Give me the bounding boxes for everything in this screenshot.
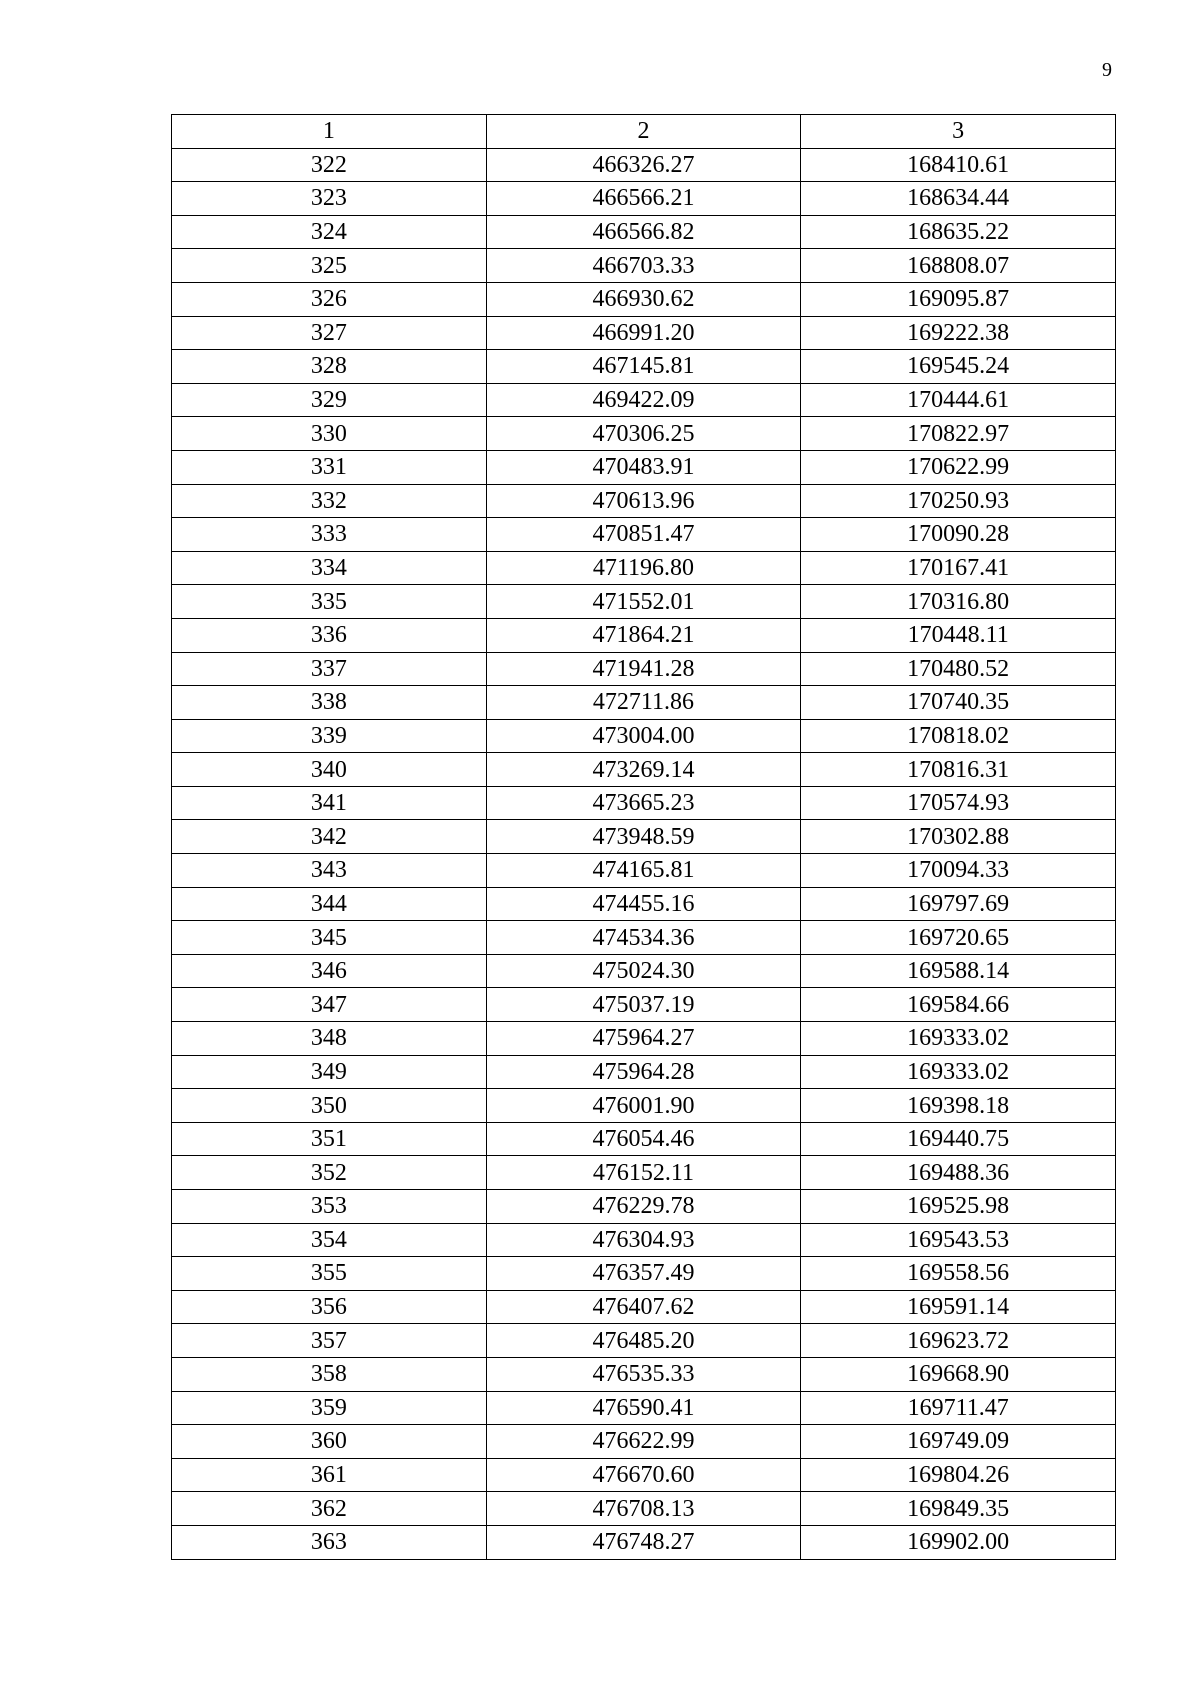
x-coordinate-cell: 471552.01 <box>486 585 801 619</box>
point-number-cell: 359 <box>172 1391 487 1425</box>
y-coordinate-cell: 170816.31 <box>801 753 1116 787</box>
table-row <box>172 887 1116 921</box>
y-coordinate-cell: 170316.80 <box>801 585 1116 619</box>
y-coordinate-cell: 168410.61 <box>801 148 1116 182</box>
point-number-cell: 329 <box>172 383 487 417</box>
table-row <box>172 1458 1116 1492</box>
table-row <box>172 316 1116 350</box>
x-coordinate-cell: 471864.21 <box>486 618 801 652</box>
y-coordinate-cell: 169558.56 <box>801 1257 1116 1291</box>
table-row <box>172 148 1116 182</box>
y-coordinate-cell: 169095.87 <box>801 282 1116 316</box>
table-row <box>172 350 1116 384</box>
y-coordinate-cell: 168808.07 <box>801 249 1116 283</box>
y-coordinate-cell: 168634.44 <box>801 182 1116 216</box>
x-coordinate-cell: 475964.28 <box>486 1055 801 1089</box>
y-coordinate-cell: 169584.66 <box>801 988 1116 1022</box>
y-coordinate-cell: 169525.98 <box>801 1190 1116 1224</box>
point-number-cell: 362 <box>172 1492 487 1526</box>
point-number-cell: 337 <box>172 652 487 686</box>
x-coordinate-cell: 476304.93 <box>486 1223 801 1257</box>
point-number-cell: 360 <box>172 1425 487 1459</box>
x-coordinate-cell: 470851.47 <box>486 518 801 552</box>
table-row <box>172 719 1116 753</box>
x-coordinate-cell: 476152.11 <box>486 1156 801 1190</box>
x-coordinate-cell: 466991.20 <box>486 316 801 350</box>
table-row <box>172 1156 1116 1190</box>
table-row <box>172 753 1116 787</box>
y-coordinate-cell: 169711.47 <box>801 1391 1116 1425</box>
point-number-cell: 344 <box>172 887 487 921</box>
column-header: 3 <box>801 115 1116 149</box>
y-coordinate-cell: 169543.53 <box>801 1223 1116 1257</box>
y-coordinate-cell: 169623.72 <box>801 1324 1116 1358</box>
table-row <box>172 786 1116 820</box>
x-coordinate-cell: 466703.33 <box>486 249 801 283</box>
point-number-cell: 324 <box>172 215 487 249</box>
x-coordinate-cell: 475024.30 <box>486 954 801 988</box>
point-number-cell: 353 <box>172 1190 487 1224</box>
point-number-cell: 336 <box>172 618 487 652</box>
point-number-cell: 363 <box>172 1525 487 1559</box>
x-coordinate-cell: 476229.78 <box>486 1190 801 1224</box>
table-row <box>172 518 1116 552</box>
x-coordinate-cell: 476357.49 <box>486 1257 801 1291</box>
point-number-cell: 330 <box>172 417 487 451</box>
point-number-cell: 354 <box>172 1223 487 1257</box>
x-coordinate-cell: 470483.91 <box>486 450 801 484</box>
column-header: 1 <box>172 115 487 149</box>
point-number-cell: 351 <box>172 1122 487 1156</box>
x-coordinate-cell: 476485.20 <box>486 1324 801 1358</box>
table-row <box>172 1089 1116 1123</box>
point-number-cell: 348 <box>172 1022 487 1056</box>
y-coordinate-cell: 170094.33 <box>801 854 1116 888</box>
table-row <box>172 249 1116 283</box>
table-row <box>172 854 1116 888</box>
point-number-cell: 331 <box>172 450 487 484</box>
y-coordinate-cell: 168635.22 <box>801 215 1116 249</box>
x-coordinate-cell: 473269.14 <box>486 753 801 787</box>
table-row <box>172 1324 1116 1358</box>
x-coordinate-cell: 466566.82 <box>486 215 801 249</box>
y-coordinate-cell: 169588.14 <box>801 954 1116 988</box>
table-row <box>172 1492 1116 1526</box>
y-coordinate-cell: 169222.38 <box>801 316 1116 350</box>
y-coordinate-cell: 169398.18 <box>801 1089 1116 1123</box>
point-number-cell: 343 <box>172 854 487 888</box>
x-coordinate-cell: 466930.62 <box>486 282 801 316</box>
x-coordinate-cell: 471196.80 <box>486 551 801 585</box>
point-number-cell: 347 <box>172 988 487 1022</box>
table-row <box>172 1357 1116 1391</box>
y-coordinate-cell: 170090.28 <box>801 518 1116 552</box>
y-coordinate-cell: 169333.02 <box>801 1055 1116 1089</box>
table-row <box>172 1022 1116 1056</box>
table-row <box>172 1223 1116 1257</box>
x-coordinate-cell: 473665.23 <box>486 786 801 820</box>
y-coordinate-cell: 170444.61 <box>801 383 1116 417</box>
point-number-cell: 322 <box>172 148 487 182</box>
x-coordinate-cell: 473948.59 <box>486 820 801 854</box>
table-row <box>172 1525 1116 1559</box>
table-header-row <box>172 115 1116 149</box>
table-row <box>172 182 1116 216</box>
table-row <box>172 618 1116 652</box>
point-number-cell: 327 <box>172 316 487 350</box>
x-coordinate-cell: 467145.81 <box>486 350 801 384</box>
x-coordinate-cell: 474455.16 <box>486 887 801 921</box>
point-number-cell: 341 <box>172 786 487 820</box>
y-coordinate-cell: 170167.41 <box>801 551 1116 585</box>
table-row <box>172 1425 1116 1459</box>
page-number: 9 <box>1102 59 1112 81</box>
x-coordinate-cell: 475964.27 <box>486 1022 801 1056</box>
y-coordinate-cell: 170740.35 <box>801 686 1116 720</box>
point-number-cell: 355 <box>172 1257 487 1291</box>
x-coordinate-cell: 476748.27 <box>486 1525 801 1559</box>
y-coordinate-cell: 169333.02 <box>801 1022 1116 1056</box>
table-row <box>172 686 1116 720</box>
x-coordinate-cell: 469422.09 <box>486 383 801 417</box>
point-number-cell: 334 <box>172 551 487 585</box>
table-row <box>172 988 1116 1022</box>
y-coordinate-cell: 170302.88 <box>801 820 1116 854</box>
point-number-cell: 332 <box>172 484 487 518</box>
table-row <box>172 585 1116 619</box>
coordinates-table <box>171 114 1116 1560</box>
y-coordinate-cell: 169849.35 <box>801 1492 1116 1526</box>
y-coordinate-cell: 170574.93 <box>801 786 1116 820</box>
point-number-cell: 342 <box>172 820 487 854</box>
table-row <box>172 450 1116 484</box>
point-number-cell: 346 <box>172 954 487 988</box>
point-number-cell: 361 <box>172 1458 487 1492</box>
table-row <box>172 652 1116 686</box>
table-row <box>172 1391 1116 1425</box>
x-coordinate-cell: 476590.41 <box>486 1391 801 1425</box>
table-row <box>172 282 1116 316</box>
x-coordinate-cell: 476535.33 <box>486 1357 801 1391</box>
y-coordinate-cell: 169545.24 <box>801 350 1116 384</box>
point-number-cell: 333 <box>172 518 487 552</box>
table-row <box>172 820 1116 854</box>
table-row <box>172 954 1116 988</box>
point-number-cell: 340 <box>172 753 487 787</box>
y-coordinate-cell: 169488.36 <box>801 1156 1116 1190</box>
y-coordinate-cell: 170822.97 <box>801 417 1116 451</box>
x-coordinate-cell: 476054.46 <box>486 1122 801 1156</box>
table-row <box>172 1290 1116 1324</box>
y-coordinate-cell: 170818.02 <box>801 719 1116 753</box>
table-row <box>172 1257 1116 1291</box>
x-coordinate-cell: 476670.60 <box>486 1458 801 1492</box>
y-coordinate-cell: 170250.93 <box>801 484 1116 518</box>
x-coordinate-cell: 474534.36 <box>486 921 801 955</box>
x-coordinate-cell: 474165.81 <box>486 854 801 888</box>
table-row <box>172 921 1116 955</box>
x-coordinate-cell: 473004.00 <box>486 719 801 753</box>
table-row <box>172 1055 1116 1089</box>
x-coordinate-cell: 476622.99 <box>486 1425 801 1459</box>
y-coordinate-cell: 170448.11 <box>801 618 1116 652</box>
x-coordinate-cell: 470613.96 <box>486 484 801 518</box>
x-coordinate-cell: 476708.13 <box>486 1492 801 1526</box>
x-coordinate-cell: 475037.19 <box>486 988 801 1022</box>
table-row <box>172 484 1116 518</box>
table-row <box>172 383 1116 417</box>
y-coordinate-cell: 169749.09 <box>801 1425 1116 1459</box>
x-coordinate-cell: 476407.62 <box>486 1290 801 1324</box>
y-coordinate-cell: 169591.14 <box>801 1290 1116 1324</box>
x-coordinate-cell: 476001.90 <box>486 1089 801 1123</box>
point-number-cell: 335 <box>172 585 487 619</box>
table-row <box>172 417 1116 451</box>
point-number-cell: 352 <box>172 1156 487 1190</box>
y-coordinate-cell: 169440.75 <box>801 1122 1116 1156</box>
x-coordinate-cell: 466566.21 <box>486 182 801 216</box>
point-number-cell: 338 <box>172 686 487 720</box>
y-coordinate-cell: 169797.69 <box>801 887 1116 921</box>
y-coordinate-cell: 169902.00 <box>801 1525 1116 1559</box>
table-row <box>172 551 1116 585</box>
point-number-cell: 325 <box>172 249 487 283</box>
column-header: 2 <box>486 115 801 149</box>
x-coordinate-cell: 472711.86 <box>486 686 801 720</box>
point-number-cell: 358 <box>172 1357 487 1391</box>
x-coordinate-cell: 466326.27 <box>486 148 801 182</box>
table-row <box>172 1190 1116 1224</box>
table-row <box>172 1122 1116 1156</box>
point-number-cell: 323 <box>172 182 487 216</box>
point-number-cell: 349 <box>172 1055 487 1089</box>
y-coordinate-cell: 169720.65 <box>801 921 1116 955</box>
x-coordinate-cell: 471941.28 <box>486 652 801 686</box>
coordinates-table-body <box>172 115 1116 1560</box>
y-coordinate-cell: 169668.90 <box>801 1357 1116 1391</box>
y-coordinate-cell: 170480.52 <box>801 652 1116 686</box>
point-number-cell: 357 <box>172 1324 487 1358</box>
y-coordinate-cell: 170622.99 <box>801 450 1116 484</box>
point-number-cell: 326 <box>172 282 487 316</box>
table-row <box>172 215 1116 249</box>
point-number-cell: 339 <box>172 719 487 753</box>
point-number-cell: 345 <box>172 921 487 955</box>
point-number-cell: 328 <box>172 350 487 384</box>
x-coordinate-cell: 470306.25 <box>486 417 801 451</box>
point-number-cell: 350 <box>172 1089 487 1123</box>
point-number-cell: 356 <box>172 1290 487 1324</box>
y-coordinate-cell: 169804.26 <box>801 1458 1116 1492</box>
